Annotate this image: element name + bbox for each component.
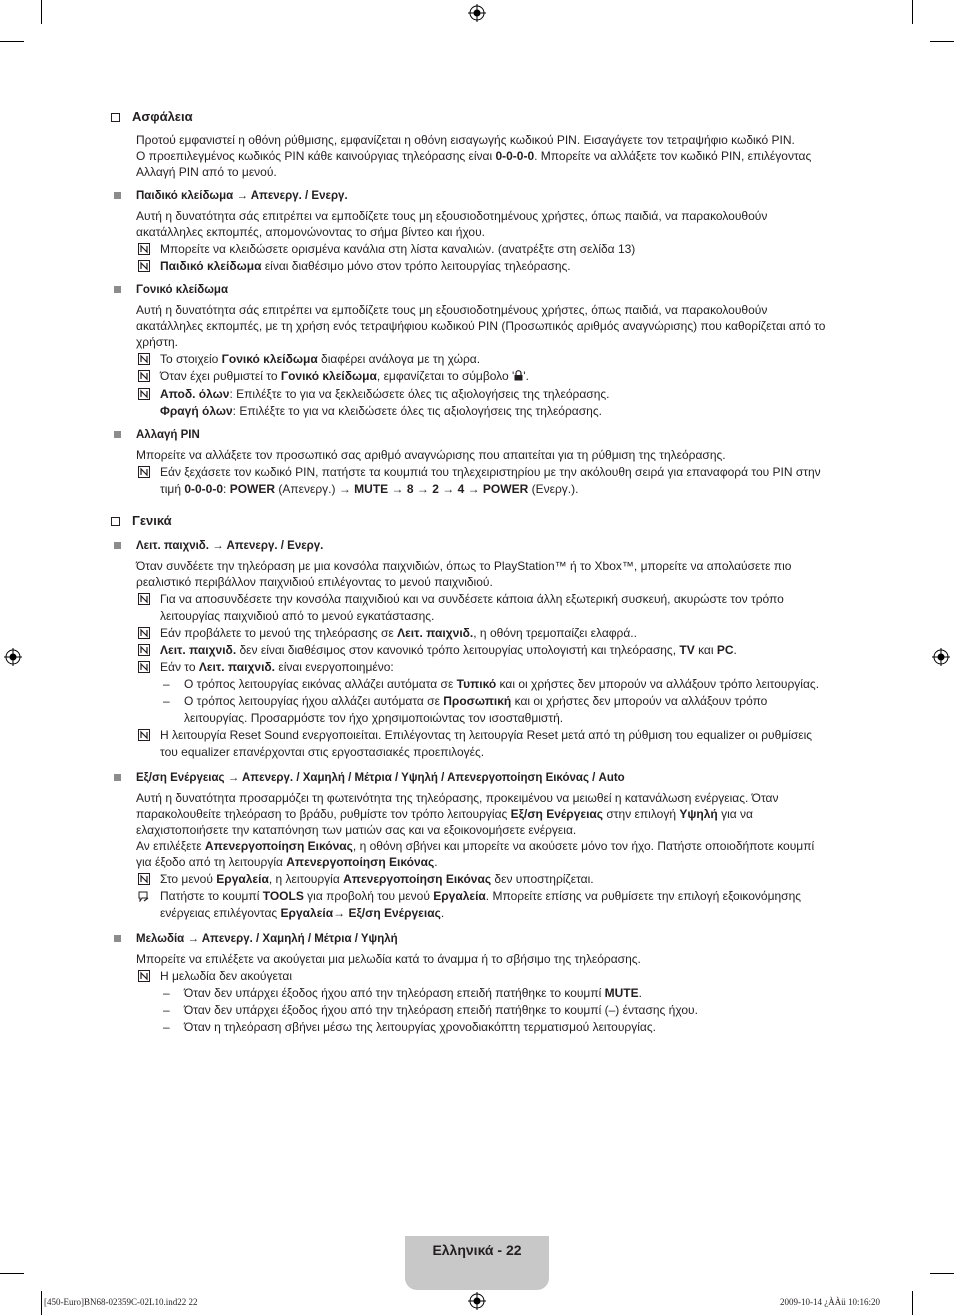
dash-item: – Όταν η τηλεόραση σβήνει μέσω της λειτουργίας χρονοδιακόπτη τερματισμού λειτουργίας. [163,1020,656,1034]
section-heading-security [111,108,851,126]
note: Αποδ. όλων: Επιλέξτε το για να ξεκλειδώσετε όλες τις αξιολογήσεις της τηλεόρασης. [111,386,851,402]
crop-mark [912,1291,913,1315]
crop-mark [0,1273,24,1274]
paragraph: ακατάλληλες εκπομπές, με τη χρήση ενός τετραψήφιου κωδικού PIN (Προσωπικός αριθμός αναγνώρισης) που καθορίζεται από το [136,319,826,333]
note-icon [138,627,150,639]
paragraph: ακατάλληλες εκπομπές, απομονώνοντας το σήμα βίντεο και ήχου. [136,225,486,239]
note: Μπορείτε να κλειδώσετε ορισμένα κανάλια στη λίστα καναλιών. (ανατρέξτε στη σελίδα 13) [111,241,851,257]
crop-mark [912,0,913,24]
subheading-change-pin: Αλλαγή PIN [111,427,851,443]
paragraph: Αλλαγή PIN από το μενού. [136,165,277,179]
note-icon [138,370,150,382]
section-heading-general [111,512,851,530]
note: Λειτ. παιχνιδ. δεν είναι διαθέσιμος στον κανονικό τρόπο λειτουργίας υπολογιστή και τηλεόρασης, TV και PC. [111,642,851,658]
note: Πατήστε το κουμπί TOOLS για προβολή του μενού Εργαλεία. Μπορείτε επίσης να ρυθμίσετε την επιλογή εξοικονόμησης [111,888,851,904]
paragraph: για έξοδο από τη λειτουργία Απενεργοποίηση Εικόνας. [136,855,438,869]
square-bullet-icon [114,192,121,199]
note: Στο μενού Εργαλεία, η λειτουργία Απενεργοποίηση Εικόνας δεν υποστηρίζεται. [111,871,851,887]
note: Όταν έχει ρυθμιστεί το Γονικό κλείδωμα, εμφανίζεται το σύμβολο ' '. [111,368,851,385]
paragraph: Μπορείτε να αλλάξετε τον προσωπικό σας αριθμό αναγνώρισης που απαιτείται για τη ρύθμιση της τηλεόρασης. [136,448,726,462]
page-number-label: Ελληνικά - 22 [432,1242,522,1258]
paragraph: Μπορείτε να επιλέξετε να ακούγεται μια μελωδία κατά το άναμμα ή το σβήσιμο της τηλεόρασης. [136,952,641,966]
note-icon [138,644,150,656]
crop-mark [41,1291,42,1315]
note-icon [138,260,150,272]
subheading-melody: Μελωδία → Απενεργ. / Χαμηλή / Μέτρια / Υψηλή [111,931,851,947]
note-icon [138,970,150,982]
subheading-game-mode: Λειτ. παιχνιδ. → Απενεργ. / Ενεργ. [111,538,851,554]
dash-item: – Όταν δεν υπάρχει έξοδος ήχου από την τηλεόραση επειδή πατήθηκε το κουμπί (–) έντασης ήχου. [163,1003,698,1017]
dash-item: – Ο τρόπος λειτουργίας εικόνας αλλάζει αυτόματα σε Τυπικό και οι χρήστες δεν μπορούν να αλλάξουν τρόπο λειτουργίας. [163,677,820,691]
registration-mark-icon [468,1292,486,1310]
paragraph: παρακολουθείτε τηλεόραση το βράδυ, ρυθμίστε τον τρόπο λειτουργίας Εξ/ση Ενέργειας στην επιλογή Υψηλή για να [136,807,753,821]
paragraph: Προτού εμφανιστεί η οθόνη ρύθμισης, εμφανίζεται η οθόνη εισαγωγής κωδικού PIN. Εισαγάγετε τον τετραψήφιο κωδικό PIN. [136,133,795,147]
subheading-child-lock: Παιδικό κλείδωμα → Απενεργ. / Ενεργ. [111,188,851,204]
note-continuation: τιμή 0-0-0-0: POWER (Απενεργ.) → MUTE → 8 → 2 → 4 → POWER (Ενεργ.). [160,482,579,496]
note-icon [138,353,150,365]
note: Εάν προβάλετε το μενού της τηλεόρασης σε Λειτ. παιχνιδ., η οθόνη τρεμοπαίζει ελαφρά.. [111,625,851,641]
dash-item: – Όταν δεν υπάρχει έξοδος ήχου από την τηλεόραση επειδή πατήθηκε το κουμπί MUTE. [163,986,642,1000]
paragraph: Αυτή η δυνατότητα σάς επιτρέπει να εμποδίζετε τους μη εξουσιοδοτημένους χρήστες, όπως παιδιά, να παρακολουθούν [136,303,768,317]
square-bullet-icon [114,774,121,781]
note: Η λειτουργία Reset Sound ενεργοποιείται. Επιλέγοντας τη λειτουργία Reset μετά από τη ρύθμιση του equalizer οι ρυθμίσεις [111,727,851,743]
note: Εάν το Λειτ. παιχνιδ. είναι ενεργοποιημένο: [111,659,851,675]
note: Εάν ξεχάσετε τον κωδικό PIN, πατήστε τα κουμπιά του τηλεχειριστηρίου με την ακόλουθη σειρά για επαναφορά του PIN στην [111,464,851,480]
note-continuation: Φραγή όλων: Επιλέξτε το για να κλειδώσετε όλες τις αξιολογήσεις της τηλεόρασης. [160,404,602,418]
paragraph: Ο προεπιλεγμένος κωδικός PIN κάθε καινούργιας τηλεόρασης είναι 0-0-0-0. Μπορείτε να αλλάξετε τον κωδικό PIN, επιλέγοντας [136,149,812,163]
note-icon [138,729,150,741]
note: Η μελωδία δεν ακούγεται [111,968,851,984]
note-continuation: του equalizer επανέρχονται στις εργοστασιακές προεπιλογές. [160,745,485,759]
note-icon [138,661,150,673]
note-icon [138,466,150,478]
dash-item-continuation: λειτουργίας. Προσαρμόστε τον ήχο χρησιμοποιώντας τον ισοσταθμιστή. [184,711,564,725]
paragraph: Αυτή η δυνατότητα προσαρμόζει τη φωτεινότητα της τηλεόρασης, προκειμένου να μειωθεί η κατανάλωση ενέργειας. Όταν [136,791,779,805]
crop-mark [0,41,24,42]
paragraph: χρήστη. [136,335,178,349]
checkbox-bullet-icon [111,517,120,526]
tools-icon [138,890,150,902]
subheading-parental-lock: Γονικό κλείδωμα [111,282,851,298]
note: Για να αποσυνδέσετε την κονσόλα παιχνιδιού και να συνδέσετε κάποια άλλη εξωτερική συσκευή, ακυρώστε τον τρόπο [111,591,851,607]
note-icon [138,873,150,885]
paragraph: Αυτή η δυνατότητα σάς επιτρέπει να εμποδίζετε τους μη εξουσιοδοτημένους χρήστες, όπως παιδιά, να παρακολουθούν [136,209,768,223]
square-bullet-icon [114,935,121,942]
note-icon [138,388,150,400]
note-icon [138,243,150,255]
note: Το στοιχείο Γονικό κλείδωμα διαφέρει ανάλογα με τη χώρα. [111,351,851,367]
crop-mark [41,0,42,24]
crop-mark [930,1273,954,1274]
square-bullet-icon [114,431,121,438]
note-continuation: λειτουργίας παιχνιδιού από το μενού εγκατάστασης. [160,609,435,623]
crop-mark [930,41,954,42]
paragraph: ελαχιστοποιήσετε την καταπόνηση των ματιών σας και να εξοικονομήσετε ενέργεια. [136,823,577,837]
paragraph: Όταν συνδέετε την τηλεόραση με μια κονσόλα παιχνιδιών, όπως το PlayStation™ ή το Xbox™, μπορείτε να απολαύσετε πιο [136,559,792,573]
paragraph: Αν επιλέξετε Απενεργοποίηση Εικόνας, η οθόνη σβήνει και μπορείτε να ακούσετε μόνο τον ήχο. Πατήστε οποιοδήποτε κουμπί [136,839,815,853]
square-bullet-icon [114,286,121,293]
note: Παιδικό κλείδωμα είναι διαθέσιμο μόνο στον τρόπο λειτουργίας τηλεόρασης. [111,258,851,274]
note-continuation: ενέργειας επιλέγοντας Εργαλεία→ Εξ/ση Ενέργειας. [160,906,445,920]
section-title: Γενικά [132,513,172,528]
dash-item: – Ο τρόπος λειτουργίας ήχου αλλάζει αυτόματα σε Προσωπική και οι χρήστες δεν μπορούν να αλλάξουν τρόπο [163,694,768,708]
print-slug-right: 2009-10-14 ¿ÀÀü 10:16:20 [780,1297,880,1307]
registration-mark-icon [468,4,486,22]
print-slug-left: [450-Euro]BN68-02359C-02L10.ind22 22 [44,1297,198,1307]
square-bullet-icon [114,542,121,549]
page-content [111,108,851,1036]
checkbox-bullet-icon [111,113,120,122]
registration-mark-icon [4,648,22,666]
note-icon [138,593,150,605]
subheading-energy-saving: Εξ/ση Ενέργειας → Απενεργ. / Χαμηλή / Μέτρια / Υψηλή / Απενεργοποίηση Εικόνας / Auto [111,770,851,786]
registration-mark-icon [932,648,950,666]
paragraph: ρεαλιστικό περιβάλλον παιχνιδιού επιλέγοντας το μενού παιχνιδιού. [136,575,493,589]
section-title: Ασφάλεια [132,109,193,124]
lock-icon [514,369,523,385]
